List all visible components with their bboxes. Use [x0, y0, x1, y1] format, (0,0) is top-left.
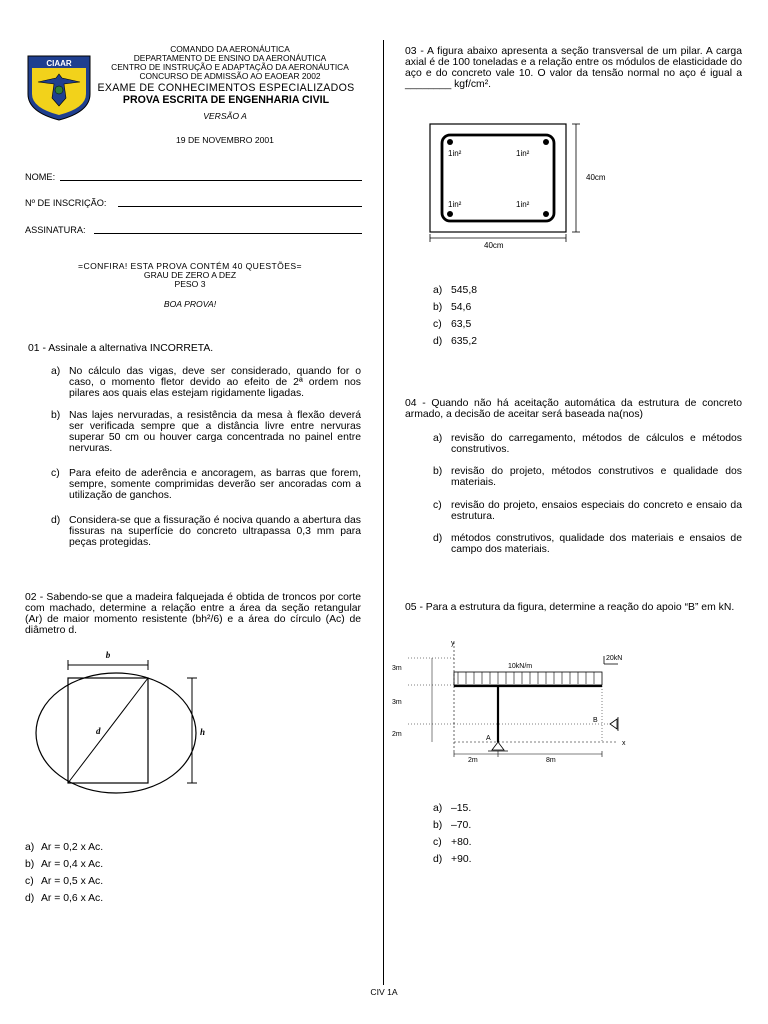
- q01-option-b: Nas lajes nervuradas, a resistência da mesa à flexão deverá ser verificada sempre que a distância livre entre nervuras superar 50 cm ou houver carga concentrada no painel entre nervuras.: [69, 410, 361, 454]
- nome-field[interactable]: [60, 180, 362, 181]
- q03-bar-label-br: 1in²: [516, 200, 530, 209]
- q03-bar-label-tl: 1in²: [448, 149, 462, 158]
- q01-option-d-letter: d): [51, 515, 61, 526]
- q03-option-a-letter: a): [433, 285, 443, 296]
- q01-option-a: No cálculo das vigas, deve ser considerado, quando for o caso, o momento fletor devido ao efeito de 2ª ordem nos pilares aos quais elas estejam rigidamente ligadas.: [69, 366, 361, 399]
- q05-stem: 05 - Para a estrutura da figura, determine a reação do apoio “B” em kN.: [405, 602, 735, 613]
- q03-stem: 03 - A figura abaixo apresenta a seção transversal de um pilar. A carga axial é de 100 toneladas e a relação entre os módulos de elasticidade do aço e do concreto vale 10. O valor da tensão normal no aço é igual a ________ kgf/cm².: [405, 46, 742, 90]
- q04-option-c: revisão do projeto, ensaios especiais do concreto e ensaio da estrutura.: [451, 500, 742, 522]
- q04-option-d: métodos construtivos, qualidade dos materiais e ensaios de campo dos materiais.: [451, 533, 742, 555]
- exam-version: VERSÃO A: [203, 111, 247, 121]
- inscricao-label: Nº DE INSCRIÇÃO:: [25, 198, 107, 208]
- q05-figure: [388, 636, 638, 766]
- q04-stem: 04 - Quando não há aceitação automática da estrutura de concreto armado, a decisão de aceitar será baseada na(nos): [405, 398, 742, 420]
- q05-axis-x: x: [622, 740, 626, 747]
- q05-dim-3m-mid: 3m: [392, 699, 402, 706]
- q03-bar-label-bl: 1in²: [448, 200, 462, 209]
- q05-support-a-label: A: [486, 735, 491, 742]
- q05-option-a-letter: a): [433, 803, 443, 814]
- q02-fig-d-label: d: [96, 726, 101, 736]
- exam-subtitle: PROVA ESCRITA DE ENGENHARIA CIVIL: [122, 94, 330, 106]
- q05-dim-2m: 2m: [468, 757, 478, 764]
- q03-dim-width: 40cm: [484, 241, 504, 250]
- exam-title: EXAME DE CONHECIMENTOS ESPECIALIZADOS: [97, 82, 355, 94]
- q05-option-b-letter: b): [433, 820, 443, 831]
- q01-option-c-letter: c): [51, 468, 60, 479]
- q05-dim-2m-low: 2m: [392, 731, 402, 738]
- q05-option-d-letter: d): [433, 854, 443, 865]
- q02-option-c: Ar = 0,5 x Ac.: [41, 876, 104, 887]
- q05-option-d: +90.: [451, 854, 472, 865]
- q03-option-b-letter: b): [433, 302, 443, 313]
- q05-option-c-letter: c): [433, 837, 442, 848]
- q01-stem: 01 - Assinale a alternativa INCORRETA.: [28, 343, 214, 354]
- q05-force-label: 20kN: [606, 655, 623, 662]
- q05-dim-3m-top: 3m: [392, 665, 402, 672]
- notice-line-3: PESO 3: [174, 279, 206, 289]
- q02-option-d: Ar = 0,6 x Ac.: [41, 893, 104, 904]
- q03-bar-label-tr: 1in²: [516, 149, 530, 158]
- q05-support-b-label: B: [593, 717, 598, 724]
- q04-option-b-letter: b): [433, 466, 443, 477]
- q05-dim-8m: 8m: [546, 757, 556, 764]
- q02-fig-h-label: h: [200, 727, 206, 737]
- header-line-2: DEPARTAMENTO DE ENSINO DA AERONÁUTICA: [133, 53, 327, 63]
- q03-figure: [420, 116, 620, 256]
- q03-option-c: 63,5: [451, 319, 472, 330]
- q03-option-a: 545,8: [451, 285, 478, 296]
- q04-option-d-letter: d): [433, 533, 443, 544]
- q02-option-a: Ar = 0,2 x Ac.: [41, 842, 104, 853]
- logo-text: CIAAR: [46, 59, 72, 68]
- notice-line-1: =CONFIRA! ESTA PROVA CONTÉM 40 QUESTÕES=: [78, 261, 302, 271]
- q01-option-a-letter: a): [51, 366, 61, 377]
- q02-stem: 02 - Sabendo-se que a madeira falquejada é obtida de troncos por corte com machado, determine a relação entre a área da seção retangular (Ar) de maior momento resistente (bh²/6) e a área do círculo (Ac) de diâmetro d.: [25, 592, 361, 636]
- q01-option-d: Considera-se que a fissuração é nociva quando a abertura das fissuras na superfície do concreto ultrapassa 0,3 mm para peças protegidas.: [69, 515, 361, 548]
- q03-dim-height: 40cm: [586, 173, 606, 182]
- header-line-3: CENTRO DE INSTRUÇÃO E ADAPTAÇÃO DA AERONÁUTICA: [111, 62, 349, 72]
- header-line-4: CONCURSO DE ADMISSÃO AO EAOEAR 2002: [139, 71, 321, 81]
- nome-label: NOME:: [25, 172, 56, 182]
- q02-figure: [30, 645, 230, 795]
- q05-option-c: +80.: [451, 837, 472, 848]
- q03-option-c-letter: c): [433, 319, 442, 330]
- q05-axis-y: y: [451, 640, 455, 647]
- exam-date: 19 DE NOVEMBRO 2001: [176, 135, 274, 145]
- q02-option-d-letter: d): [25, 893, 35, 904]
- inscricao-field[interactable]: [118, 206, 362, 207]
- notice-line-2: GRAU DE ZERO A DEZ: [143, 270, 237, 280]
- assinatura-label: ASSINATURA:: [25, 225, 86, 235]
- q04-option-a: revisão do carregamento, métodos de cálculos e métodos construtivos.: [451, 433, 742, 455]
- q05-load-label: 10kN/m: [508, 663, 533, 670]
- header-line-1: COMANDO DA AERONÁUTICA: [170, 44, 290, 54]
- q04-option-b: revisão do projeto, métodos construtivos e qualidade dos materiais.: [451, 466, 742, 488]
- notice-line-4: BOA PROVA!: [163, 299, 217, 309]
- page-footer-code: CIV 1A: [370, 987, 398, 997]
- q02-option-b-letter: b): [25, 859, 35, 870]
- q02-option-a-letter: a): [25, 842, 35, 853]
- q01-option-b-letter: b): [51, 410, 61, 421]
- ciaar-logo: [26, 54, 92, 122]
- column-divider: [383, 40, 384, 985]
- q02-fig-b-label: b: [105, 650, 111, 660]
- q04-option-a-letter: a): [433, 433, 443, 444]
- q03-option-d: 635,2: [451, 336, 478, 347]
- q03-option-b: 54,6: [451, 302, 472, 313]
- q04-option-c-letter: c): [433, 500, 442, 511]
- q03-option-d-letter: d): [433, 336, 443, 347]
- q01-option-c: Para efeito de aderência e ancoragem, as barras que forem, sempre, somente comprimidas deverão ser ancoradas com a utilização de ganchos.: [69, 468, 361, 501]
- q05-option-b: –70.: [451, 820, 472, 831]
- assinatura-field[interactable]: [94, 233, 362, 234]
- q02-option-c-letter: c): [25, 876, 34, 887]
- q05-option-a: –15.: [451, 803, 472, 814]
- q02-option-b: Ar = 0,4 x Ac.: [41, 859, 104, 870]
